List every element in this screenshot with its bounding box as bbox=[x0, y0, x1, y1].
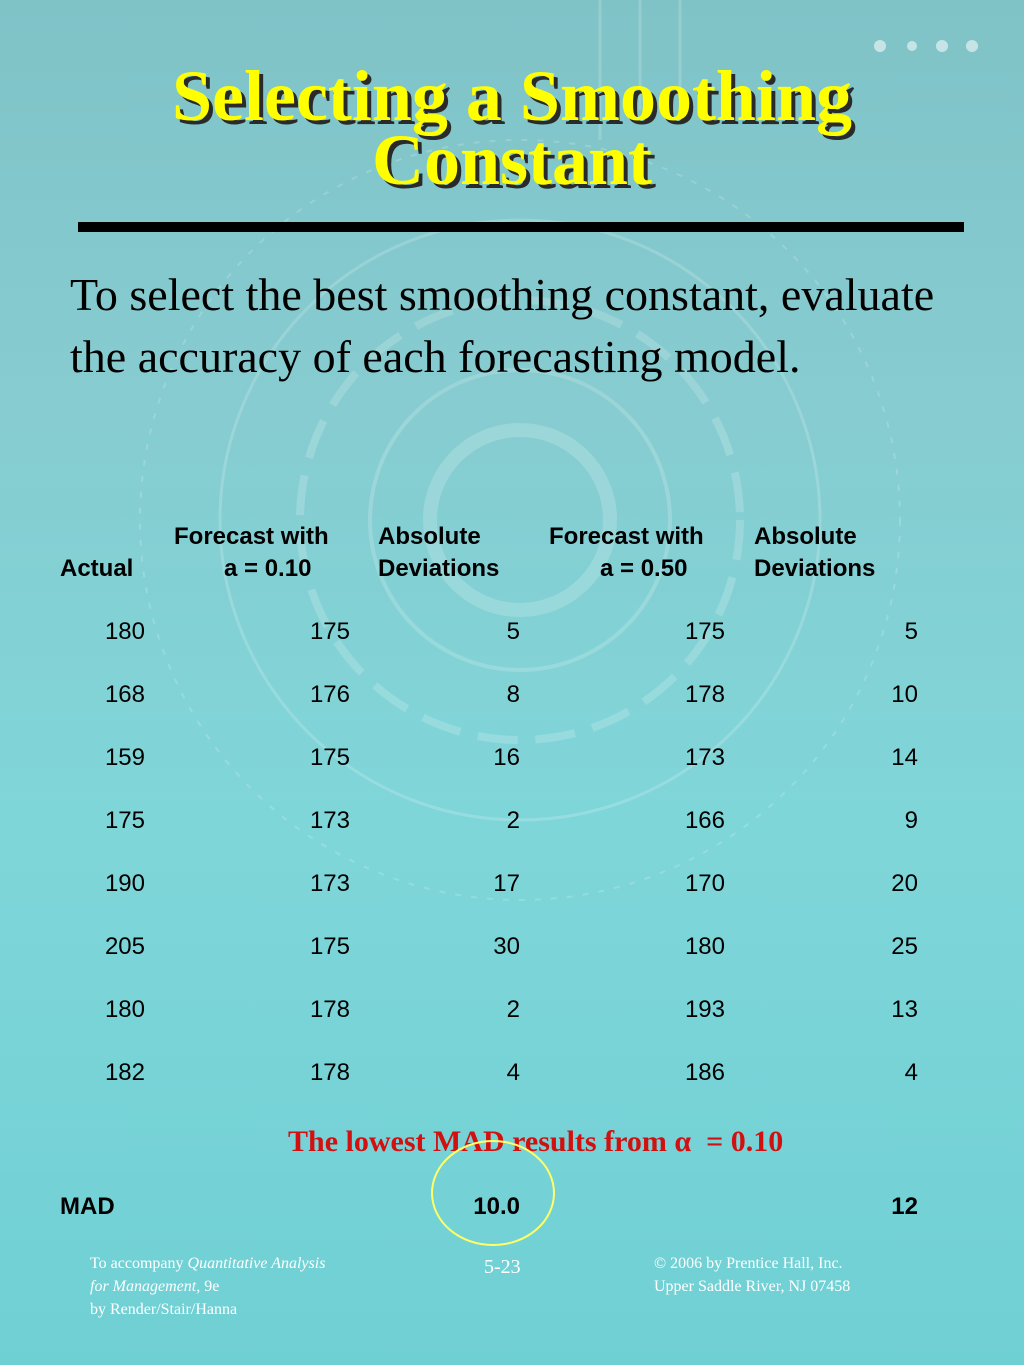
title-divider bbox=[78, 222, 964, 232]
table-cell-absdev1: 30 bbox=[493, 933, 520, 960]
header-absdev2-line2: Deviations bbox=[754, 555, 876, 582]
table-cell-absdev2: 14 bbox=[891, 744, 918, 771]
table-cell-absdev1: 2 bbox=[506, 807, 520, 834]
header-forecast2-line1: Forecast with bbox=[549, 523, 704, 550]
footer-book-title-2: for Management, bbox=[90, 1278, 201, 1295]
header-forecast2-line2: a = 0.50 bbox=[600, 555, 688, 582]
table-cell-forecast2: 180 bbox=[684, 933, 725, 960]
table-cell-forecast1: 173 bbox=[309, 870, 350, 897]
footer-book-title: Quantitative Analysis bbox=[187, 1255, 326, 1272]
table-cell-absdev2: 25 bbox=[891, 933, 918, 960]
mad-value-alpha-050: 12 bbox=[891, 1193, 918, 1220]
header-forecast1-line1: Forecast with bbox=[174, 523, 329, 550]
table-cell-absdev2: 20 bbox=[891, 870, 918, 897]
table-cell-forecast2: 178 bbox=[684, 681, 725, 708]
table-cell-absdev1: 5 bbox=[506, 618, 520, 645]
table-cell-forecast1: 176 bbox=[309, 681, 350, 708]
slide-title bbox=[0, 56, 1024, 200]
header-actual: Actual bbox=[60, 555, 134, 582]
slide-title-line1: Selecting a Smoothing bbox=[171, 56, 853, 136]
intro-paragraph: To select the best smoothing constant, evaluate the accuracy of each forecasting model. bbox=[70, 269, 935, 382]
table-cell-actual: 182 bbox=[104, 1059, 145, 1086]
table-cell-actual: 205 bbox=[104, 933, 145, 960]
table-cell-forecast2: 193 bbox=[684, 996, 725, 1023]
table-cell-forecast1: 173 bbox=[309, 807, 350, 834]
footer-copyright bbox=[654, 1252, 850, 1298]
table-cell-absdev2: 4 bbox=[904, 1059, 918, 1086]
table-cell-absdev1: 4 bbox=[506, 1059, 520, 1086]
page-number: 5-23 bbox=[484, 1256, 521, 1278]
table-cell-absdev1: 16 bbox=[493, 744, 520, 771]
publisher-address: Upper Saddle River, NJ 07458 bbox=[654, 1278, 851, 1295]
table-cell-absdev2: 10 bbox=[891, 681, 918, 708]
table-cell-absdev1: 2 bbox=[506, 996, 520, 1023]
header-absdev2-line1: Absolute bbox=[754, 523, 857, 550]
table-cell-actual: 175 bbox=[104, 807, 145, 834]
table-cell-forecast1: 175 bbox=[309, 933, 350, 960]
mad-value-alpha-010: 10.0 bbox=[473, 1193, 520, 1220]
header-forecast1-line2: a = 0.10 bbox=[224, 555, 312, 582]
alpha-symbol: α bbox=[674, 1125, 692, 1158]
footer-credits bbox=[90, 1252, 325, 1321]
table-cell-absdev2: 9 bbox=[904, 807, 918, 834]
table-cell-forecast2: 186 bbox=[684, 1059, 725, 1086]
footer-authors: by Render/Stair/Hanna bbox=[90, 1301, 238, 1318]
table-cell-forecast1: 175 bbox=[309, 744, 350, 771]
table-cell-actual: 168 bbox=[104, 681, 145, 708]
table-cell-forecast1: 178 bbox=[309, 1059, 350, 1086]
table-cell-absdev1: 8 bbox=[506, 681, 520, 708]
table-cell-actual: 180 bbox=[104, 618, 145, 645]
slide-title-line2: Constant bbox=[371, 120, 653, 200]
table-cell-forecast2: 173 bbox=[684, 744, 725, 771]
note-value: = 0.10 bbox=[691, 1125, 784, 1158]
footer-prefix: To accompany bbox=[90, 1255, 188, 1272]
header-absdev1-line2: Deviations bbox=[378, 555, 500, 582]
table-cell-absdev2: 5 bbox=[904, 618, 918, 645]
table-cell-absdev2: 13 bbox=[891, 996, 918, 1023]
table-cell-forecast1: 178 bbox=[309, 996, 350, 1023]
copyright-line: © 2006 by Prentice Hall, Inc. bbox=[654, 1255, 843, 1272]
header-absdev1-line1: Absolute bbox=[378, 523, 481, 550]
table-cell-actual: 190 bbox=[104, 870, 145, 897]
table-cell-actual: 180 bbox=[104, 996, 145, 1023]
table-cell-actual: 159 bbox=[104, 744, 145, 771]
table-cell-absdev1: 17 bbox=[493, 870, 520, 897]
table-cell-forecast2: 175 bbox=[684, 618, 725, 645]
table-cell-forecast2: 170 bbox=[684, 870, 725, 897]
footer-edition: 9e bbox=[200, 1278, 220, 1295]
table-cell-forecast2: 166 bbox=[684, 807, 725, 834]
note-text: The lowest MAD results from bbox=[288, 1125, 675, 1158]
mad-label: MAD bbox=[60, 1193, 115, 1220]
table-cell-forecast1: 175 bbox=[309, 618, 350, 645]
